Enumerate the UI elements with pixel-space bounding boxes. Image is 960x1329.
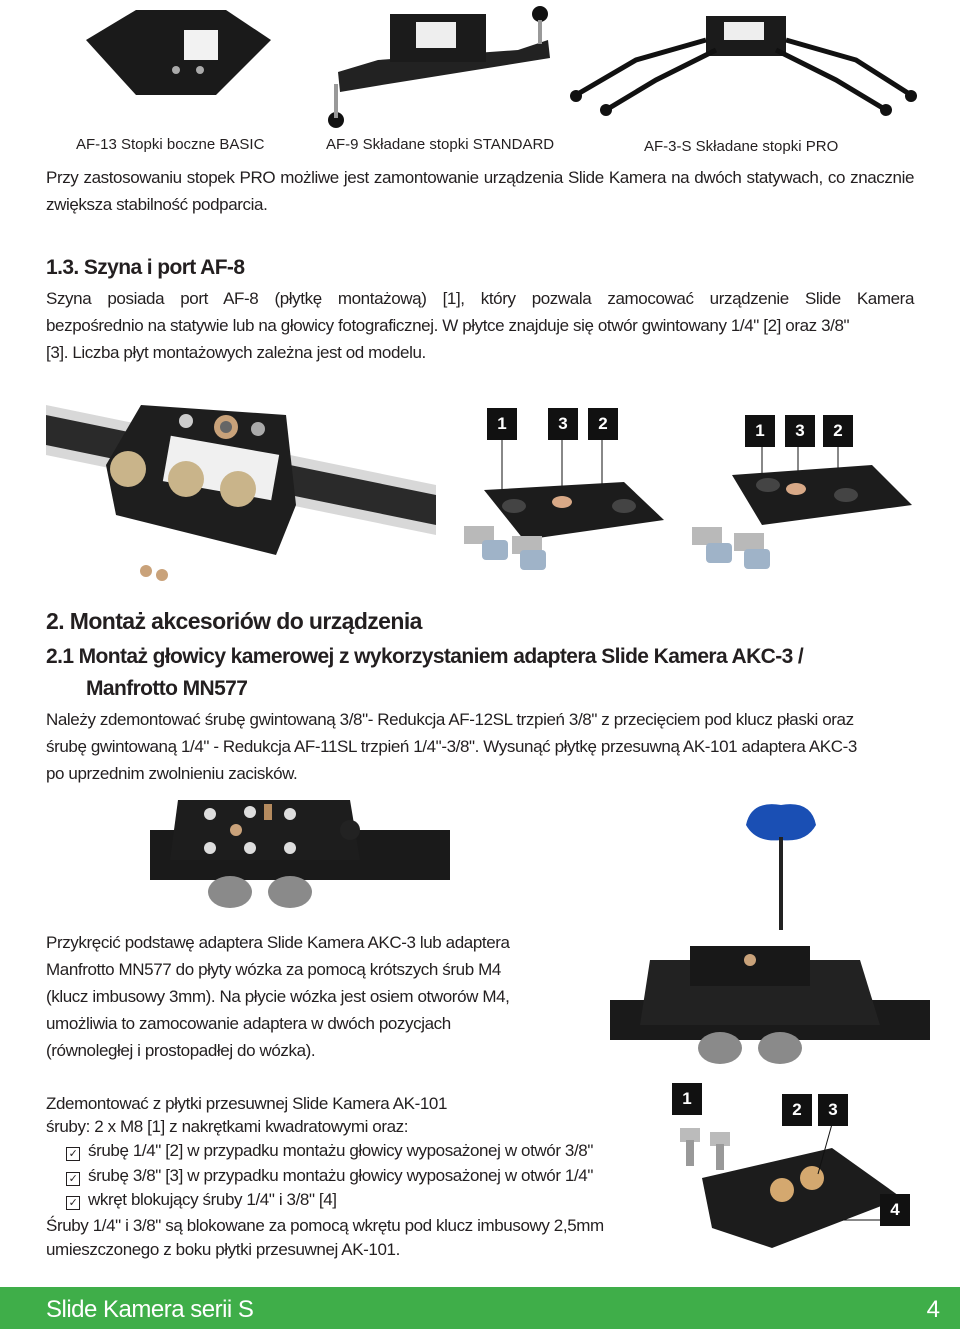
photo-af9 — [318, 0, 558, 128]
screws-item-text: wkręt blokujący śruby 1/4" i 3/8" [4] — [88, 1190, 337, 1209]
plate-left-label-2: 2 — [588, 408, 618, 440]
screws-line3: Śruby 1/4" i 3/8" są blokowane za pomocą wkrętu pod klucz imbusowy 2,5mm — [46, 1216, 604, 1235]
screws-item-1 — [66, 1137, 593, 1164]
checkbox-icon: ✓ — [66, 1147, 80, 1161]
bottom-label-3: 3 — [818, 1094, 848, 1126]
photo-hex-key — [736, 795, 826, 940]
adapter-line4: umożliwia to zamocowanie adaptera w dwóch pozycjach — [46, 1014, 451, 1033]
plate-right-label-1: 1 — [745, 415, 775, 447]
caption-af9: AF-9 Składane stopki STANDARD — [326, 136, 555, 153]
plate-left-label-3: 3 — [548, 408, 578, 440]
screws-item-text: śrubę 3/8" [3] w przypadku montażu głowicy wyposażonej w otwór 1/4" — [88, 1166, 593, 1185]
footer-title: Slide Kamera serii S — [46, 1296, 254, 1323]
section-2-1-line2: śrubę gwintowaną 1/4" - Redukcja AF-11SL trzpień 1/4"-3/8". Wysunąć płytkę przesuwną AK-101 adaptera AKC-3 — [46, 737, 857, 756]
screws-item-2 — [66, 1162, 593, 1189]
screws-item-3 — [66, 1186, 337, 1213]
caption-af13: AF-13 Stopki boczne BASIC — [76, 136, 265, 153]
af3s-illustration — [566, 0, 920, 118]
plate-right-label-3: 3 — [785, 415, 815, 447]
adapter-line1: Przykręcić podstawę adaptera Slide Kamera AKC-3 lub adaptera — [46, 933, 510, 952]
hex-key-illustration — [736, 795, 826, 940]
section-1-3-line3: [3]. Liczba płyt montażowych zależna jest od modelu. — [46, 343, 426, 362]
photo-adapter-mounted — [610, 930, 930, 1070]
rail-illustration — [46, 385, 436, 585]
adapter-mounted-illustration — [610, 930, 930, 1070]
photo-af3s — [566, 0, 920, 118]
photo-rail-port — [46, 385, 436, 585]
intro-paragraph: Przy zastosowaniu stopek PRO możliwe jest zamontowanie urządzenia Slide Kamera na dwóch statywach, co znacznie zwiększa stabilność podparcia. — [46, 168, 914, 214]
section-1-3-heading: 1.3. Szyna i port AF-8 — [46, 256, 245, 279]
section-1-3-line2: bezpośrednio na statywie lub na głowicy fotograficznej. W płytce znajduje się otwór gwintowany 1/4" [2] oraz 3/8" — [46, 316, 850, 335]
page-number: 4 — [926, 1296, 940, 1323]
section-2-1-heading-line2: Manfrotto MN577 — [86, 677, 248, 700]
screws-item-text: śrubę 1/4" [2] w przypadku montażu głowicy wyposażonej w otwór 3/8" — [88, 1141, 593, 1160]
section-2-1-line1: Należy zdemontować śrubę gwintowaną 3/8"- Redukcja AF-12SL trzpień 3/8" z przecięciem pod klucz płaski oraz — [46, 710, 854, 729]
photo-carriage-plate — [150, 790, 450, 910]
checkbox-icon: ✓ — [66, 1196, 80, 1210]
adapter-line2: Manfrotto MN577 do płyty wózka za pomocą krótszych śrub M4 — [46, 960, 501, 979]
screws-line2: śruby: 2 x M8 [1] z nakrętkami kwadratowymi oraz: — [46, 1117, 409, 1136]
plate-right-label-2: 2 — [823, 415, 853, 447]
section-2-1-line3: po uprzednim zwolnieniu zacisków. — [46, 764, 298, 783]
checkbox-icon: ✓ — [66, 1172, 80, 1186]
af9-illustration — [318, 0, 558, 128]
section-1-3-line1: Szyna posiada port AF-8 (płytkę montażową) [1], który pozwala zamocować urządzenie Slide Kamera — [46, 289, 914, 308]
bottom-label-2: 2 — [782, 1094, 812, 1126]
bottom-label-4: 4 — [880, 1194, 910, 1226]
plate-left-label-1: 1 — [487, 408, 517, 440]
bottom-label-1: 1 — [672, 1083, 702, 1115]
screws-line4: umieszczonego z boku płytki przesuwnej AK-101. — [46, 1240, 400, 1259]
section-2-heading: 2. Montaż akcesoriów do urządzenia — [46, 608, 422, 634]
carriage-plate-illustration — [150, 790, 450, 910]
adapter-line3: (klucz imbusowy 3mm). Na płycie wózka jest osiem otworów M4, — [46, 987, 510, 1006]
footer-bar — [0, 1287, 960, 1329]
af13-illustration — [76, 0, 276, 110]
section-2-1-heading-line1: 2.1 Montaż głowicy kamerowej z wykorzystaniem adaptera Slide Kamera AKC-3 / — [46, 645, 804, 668]
photo-af13 — [76, 0, 276, 110]
adapter-line5: (równoległej i prostopadłej do wózka). — [46, 1041, 316, 1060]
screws-line1: Zdemontować z płytki przesuwnej Slide Kamera AK-101 — [46, 1094, 448, 1113]
caption-af3s: AF-3-S Składane stopki PRO — [644, 138, 839, 155]
